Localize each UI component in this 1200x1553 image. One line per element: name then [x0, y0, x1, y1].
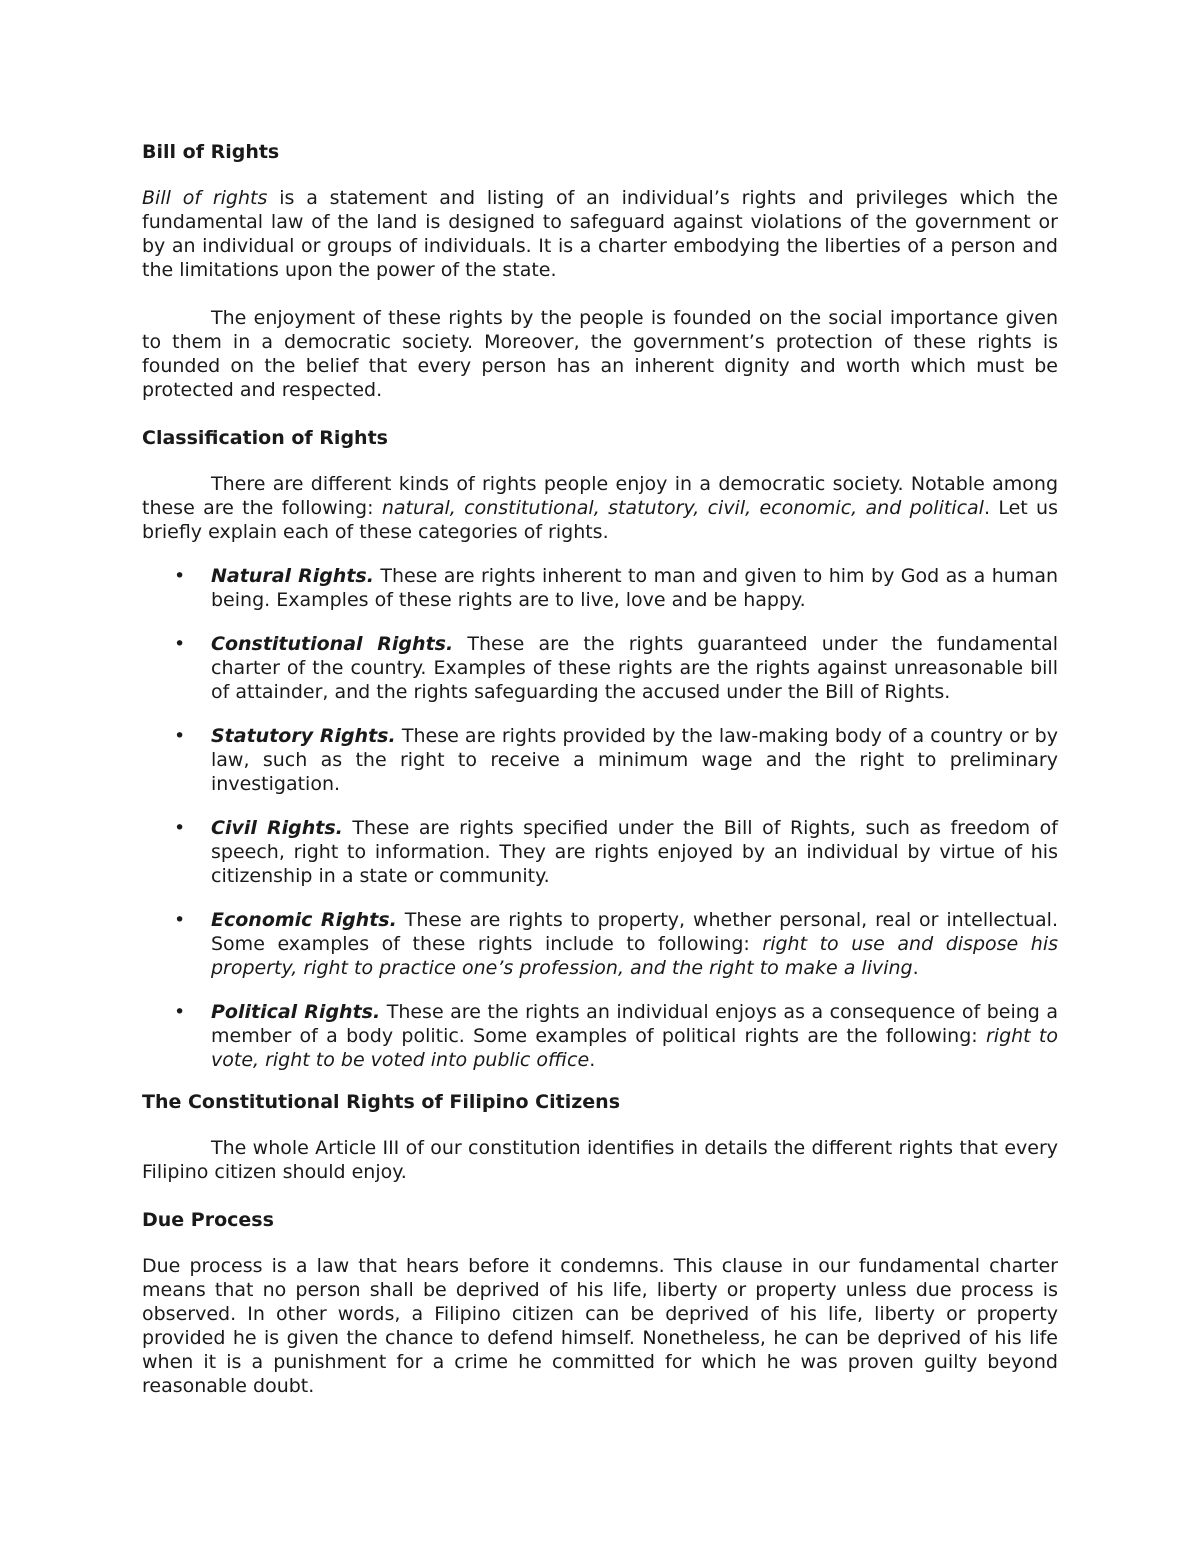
intro-text-end: . Let us briefly explain each of these categories of rights.	[142, 497, 1058, 543]
item-term: Economic Rights.	[211, 909, 397, 931]
heading-constitutional-rights: The Constitutional Rights of Filipino Citizens	[142, 1091, 621, 1113]
item-term: Natural Rights.	[211, 565, 374, 587]
intro-text: There are different kinds of rights people enjoy in a democratic society. Notable among these are the following:	[142, 473, 1058, 519]
bullet-icon: •	[174, 565, 186, 587]
list-item	[142, 816, 1058, 888]
list-item	[142, 908, 1058, 980]
bullet-icon: •	[174, 725, 186, 747]
rights-list	[142, 564, 1058, 1072]
item-text: These are the rights an individual enjoys as a consequence of being a member of a body politic. Some examples of political rights are the following:	[211, 1001, 1058, 1047]
list-item	[142, 632, 1058, 704]
bullet-icon: •	[174, 1001, 186, 1023]
item-text: These are rights inherent to man and given to him by God as a human being. Examples of these rights are to live, love and be happy.	[211, 565, 1058, 611]
intro-categories: natural, constitutional, statutory, civil, economic, and political	[381, 497, 984, 519]
item-text: These are rights to property, whether personal, real or intellectual. Some examples of these rights include to following:	[211, 909, 1059, 955]
item-text: These are rights provided by the law-making body of a country or by law, such as the right to receive a minimum wage and the right to preliminary investigation.	[211, 725, 1058, 795]
list-item	[142, 724, 1058, 796]
item-term: Constitutional Rights.	[211, 633, 454, 655]
heading-due-process: Due Process	[142, 1209, 274, 1231]
heading-classification-of-rights: Classification of Rights	[142, 427, 388, 449]
term-bill-of-rights: Bill of rights	[142, 187, 268, 209]
bullet-icon: •	[174, 817, 186, 839]
item-tail: .	[589, 1049, 596, 1071]
item-examples: right to vote, right to be voted into public office	[211, 1025, 1058, 1071]
paragraph-article-three: The whole Article III of our constitution identifies in details the different rights that every Filipino citizen should enjoy.	[142, 1137, 1058, 1183]
item-tail: .	[912, 957, 919, 979]
list-item	[142, 1000, 1058, 1072]
paragraph-bill-of-rights-definition	[142, 186, 1058, 282]
item-text: These are the rights guaranteed under the fundamental charter of the country. Examples of these rights are the rights against unreasonable bill of attainder, and the rights safeguarding the accused under the Bill of Rights.	[211, 633, 1058, 703]
paragraph-enjoyment-of-rights: The enjoyment of these rights by the people is founded on the social importance given to them in a democratic society. Moreover, the government’s protection of these rights is founded on the belief that every person has an inherent dignity and worth which must be protected and respected.	[142, 307, 1058, 401]
item-text: These are rights specified under the Bill of Rights, such as freedom of speech, right to information. They are rights enjoyed by an individual by virtue of his citizenship in a state or community.	[211, 817, 1058, 887]
paragraph-due-process: Due process is a law that hears before it condemns. This clause in our fundamental charter means that no person shall be deprived of his life, liberty or property unless due process is observed. In other words, a Filipino citizen can be deprived of his life, liberty or property provided he is given the chance to defend himself. Nonetheless, he can be deprived of his life when it is a punishment for a crime he committed for which he was proven guilty beyond reasonable doubt.	[142, 1255, 1058, 1397]
item-term: Political Rights.	[211, 1001, 381, 1023]
bullet-icon: •	[174, 633, 186, 655]
bullet-icon: •	[174, 909, 186, 931]
item-term: Civil Rights.	[211, 817, 343, 839]
item-term: Statutory Rights.	[211, 725, 396, 747]
list-item	[142, 564, 1058, 612]
item-examples: right to use and dispose his property, right to practice one’s profession, and the right to make a living	[211, 933, 1059, 979]
definition-text: is a statement and listing of an individual’s rights and privileges which the fundamental law of the land is designed to safeguard against violations of the government or by an individual or groups of individuals. It is a charter embodying the liberties of a person and the limitations upon the power of the state.	[142, 187, 1058, 281]
heading-bill-of-rights: Bill of Rights	[142, 141, 280, 163]
paragraph-classification-intro	[142, 472, 1058, 544]
